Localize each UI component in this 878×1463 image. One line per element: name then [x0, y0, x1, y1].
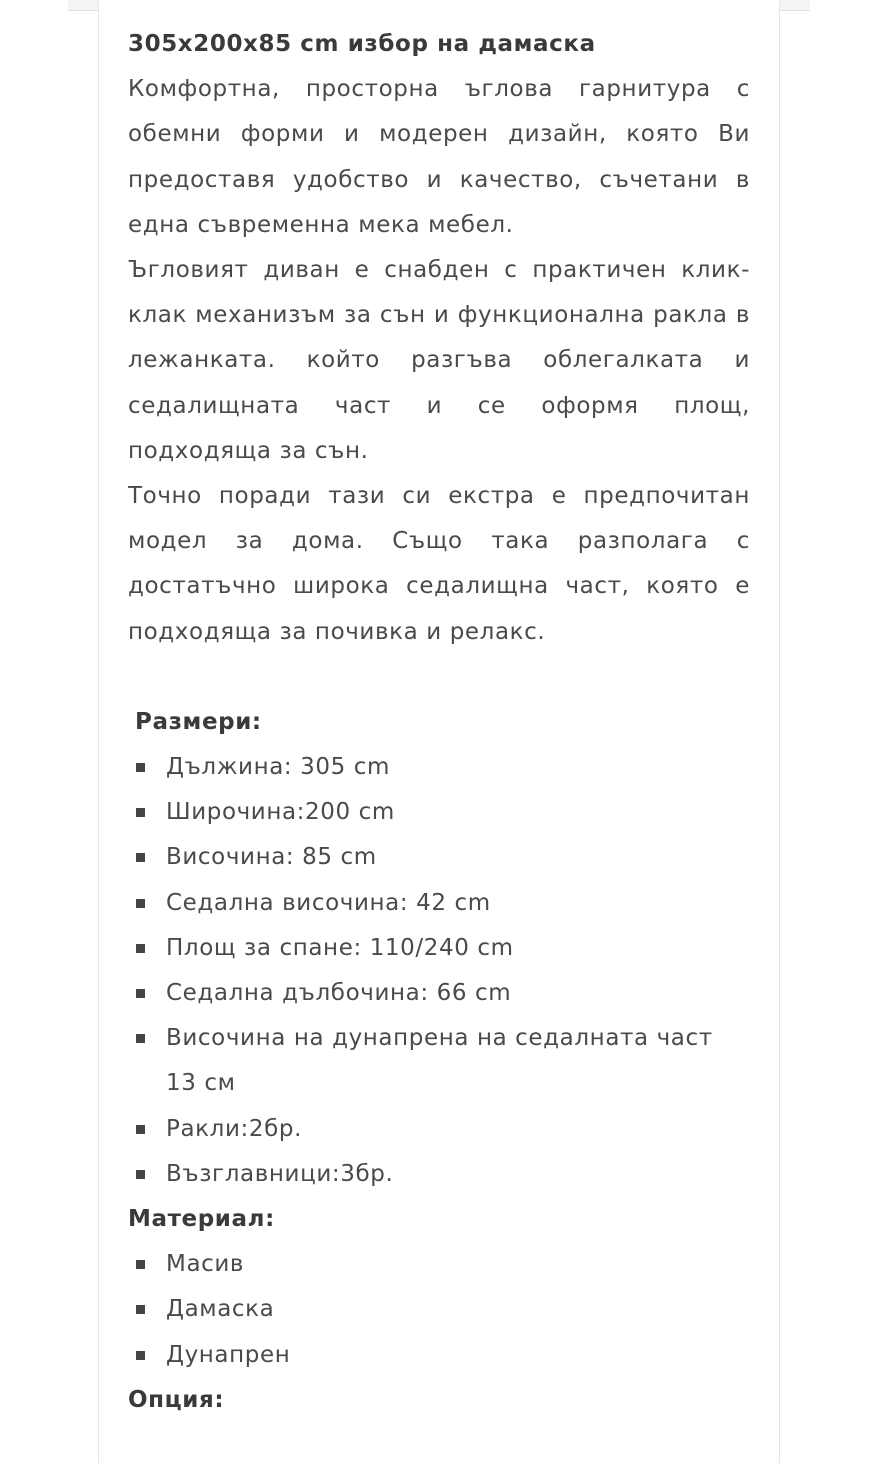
list-item	[128, 1287, 750, 1332]
list-item-text: Широчина:200 cm	[166, 799, 395, 826]
bullet-icon	[136, 989, 145, 998]
list-item	[128, 1016, 750, 1106]
list-item	[128, 1242, 750, 1287]
list-item-text: Дамаска	[166, 1296, 275, 1323]
list-item	[128, 926, 750, 971]
description-paragraph-2: Ъгловият диван е снабден с практичен клик-клак механизъм за сън и функционална ракла в лежанката. който разгъва облегалката и седалищната част и се оформя площ, подходяща за сън.	[128, 257, 750, 464]
bullet-icon	[136, 808, 145, 817]
spacer	[128, 655, 750, 700]
list-item	[128, 971, 750, 1016]
list-item-text: Дължина: 305 cm	[166, 754, 391, 781]
list-item-text: Ракли:2бр.	[166, 1115, 302, 1142]
list-item-text: Площ за спане: 110/240 cm	[166, 934, 514, 961]
list-item	[128, 835, 750, 880]
material-heading: Материал:	[128, 1206, 275, 1233]
bullet-icon	[136, 763, 145, 772]
product-title: 305x200x85 cm избор на дамаска	[128, 31, 596, 57]
list-item-text: Седална височина: 42 cm	[166, 889, 491, 916]
dimensions-heading: Размери:	[135, 708, 262, 735]
bullet-icon	[136, 1305, 145, 1314]
list-item	[128, 1333, 750, 1378]
list-item-text: Възглавници:3бр.	[166, 1160, 394, 1187]
material-list	[128, 1242, 750, 1378]
list-item	[128, 790, 750, 835]
list-item-text: Седална дълбочина: 66 cm	[166, 980, 512, 1007]
list-item-text: Височина на дунапрена на седалната част 13 см	[166, 1025, 713, 1097]
bullet-icon	[136, 853, 145, 862]
list-item	[128, 1107, 750, 1152]
dimensions-list	[128, 745, 750, 1197]
bullet-icon	[136, 1125, 145, 1134]
bullet-icon	[136, 1260, 145, 1269]
list-item-text: Масив	[166, 1251, 245, 1278]
description-paragraph-3: Точно поради тази си екстра е предпочитан модел за дома. Също така разполага с достатъчно широка седалищна част, която е подходяща за почивка и релакс.	[128, 483, 750, 645]
list-item	[128, 881, 750, 926]
bullet-icon	[136, 1170, 145, 1179]
option-heading: Опция:	[128, 1386, 225, 1413]
list-item	[128, 745, 750, 790]
bullet-icon	[136, 1034, 145, 1043]
list-item-text: Височина: 85 cm	[166, 844, 377, 871]
bullet-icon	[136, 1351, 145, 1360]
product-description	[128, 22, 750, 1423]
list-item-text: Дунапрен	[166, 1341, 291, 1368]
bullet-icon	[136, 944, 145, 953]
bullet-icon	[136, 899, 145, 908]
description-paragraph-1: Комфортна, просторна ъглова гарнитура с обемни форми и модерен дизайн, която Ви предоставя удобство и качество, съчетани в една съвременна мека мебел.	[128, 76, 750, 238]
list-item	[128, 1152, 750, 1197]
